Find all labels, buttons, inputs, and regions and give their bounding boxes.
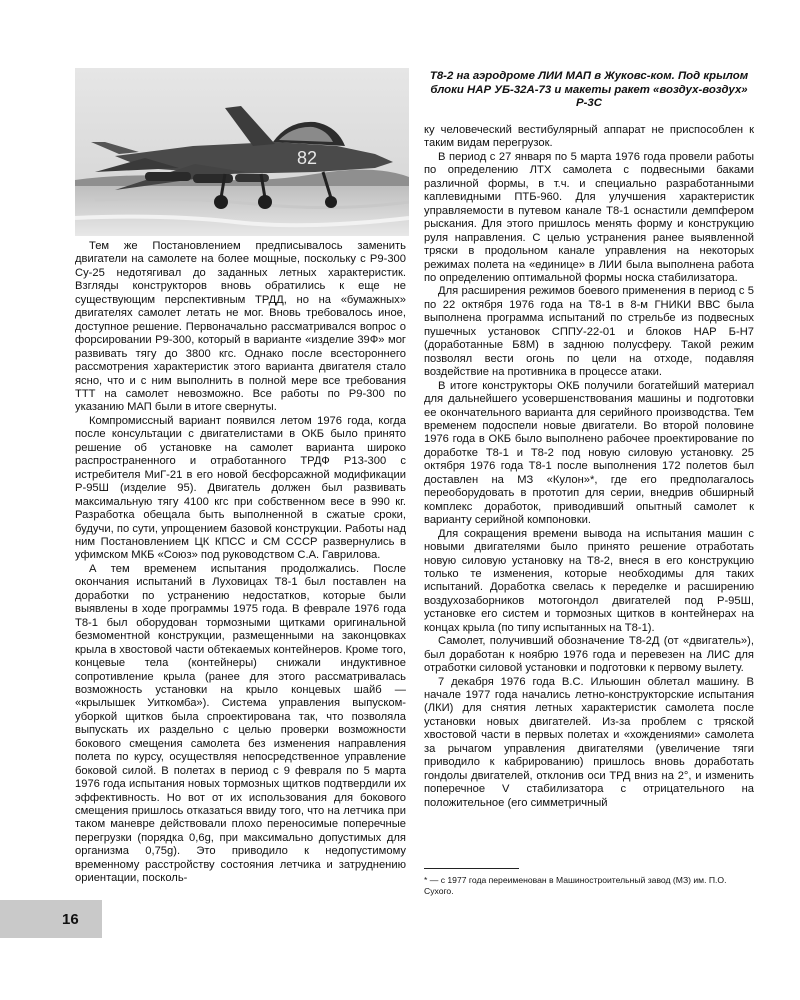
- paragraph: А тем временем испытания продолжались. После окончания испытаний в Луховицах Т8-1 был поставлен на доработки по устранению недостатков, которые были выявлены в ходе программы 1975 года. В феврале 1976 года Т8-1 был оборудован тормозными щитками оригинальной безмоментной конструкции, размещенными на законцовках крыла в хвостовой части обтекаемых контейнеров. Кроме того, концевые тела (контейнеры) снижали индуктивное сопротивление крыла (ранее для этого рассматривалась возможность установки на крыло концевых шайб — «крылышек Уиткомба»). Система управления выпуском-уборкой щитков была спроектирована так, что позволяла выпускать их раздельно с целью проверки возможности бокового смещения самолета без изменения направления полета по курсу, осуществляя непосредственное управление боковой силой. В полетах в период с 9 февраля по 5 марта 1976 года испытания новых тормозных щитков подтвердили их эффективность. Но вот от их использования для бокового смещения пришлось отказаться ввиду того, что на летчика при таком маневре действовали плохо переносимые поперечные перегрузки (порядка 0,6g, при максимально допустимых для организма 0,75g). Это приводило к недопустимому временному расстройству состояния летчика и затруднению ориентации, посколь-: [75, 562, 406, 885]
- tail-marking: 82: [297, 148, 318, 168]
- paragraph: Для расширения режимов боевого применения в период с 5 по 22 октября 1976 года на Т8-1 в 8-м ГНИКИ ВВС была выполнена программа испытаний по стрельбе из подвесных пушечных установок СППУ-22-01 и блоков НАР Б-Н7 (доработанные Б8М) в заднюю полусферу. Такой режим позволял вести огонь по цели на отходе, подавляя воздействие на противника в процессе атаки.: [424, 285, 754, 379]
- paragraph: Компромиссный вариант появился летом 1976 года, когда после консультации с двигателистами в ОКБ было принято решение об установке на самолет варианта широко распространенного и отработанного ТРДФ Р13-300 с истребителя МиГ-21 в его новой бесфорсажной модификации Р-95Ш (изделие 95). Двигатель должен был развивать максимальную тягу 4100 кгс при собственном весе в 990 кг. Разработка обещала быть выполненной в сжатые сроки, будучи, по сути, упрощением базовой конструкции. Работы над ним Постановлением ЦК КПСС и СМ СССР развернулись в уфимском МКБ «Союз» под руководством С.А. Гаврилова.: [75, 414, 406, 562]
- paragraph: В период с 27 января по 5 марта 1976 года провели работы по определению ЛТХ самолета с подвесными баками различной формы, в т.ч. и специально разработанными каплевидными ПТБ-960. Для улучшения характеристик управляемости в путевом канале Т8-1 оснастили демпфером рыскания. Для этого пришлось менять форму и конструкцию руля направления. С целью устранения ранее выявленной тряски в продольном канале управления на некоторых режимах полета на «единице» в ЛИИ была выполнена работа по определению оптимальной формы носка стабилизатора.: [424, 150, 754, 284]
- right-column: [424, 124, 754, 810]
- paragraph: Для сокращения времени вывода на испытания машин с новыми двигателями было принято решение отработать новую силовую установку на Т8-2, внеся в его конструкцию только те изменения, которые необходимы для таких испытаний. Доработка свелась к переделке и расширению воздухозаборников мотогондол двигателей под Р-95Ш, установке его систем и тормозных щитков в контейнерах на концах крыла (по типу испытанных на Т8-1).: [424, 527, 754, 634]
- paragraph: В итоге конструкторы ОКБ получили богатейший материал для дальнейшего усовершенствования машины и подготовки ее окончательного варианта для серийного производства. Тем временем подоспели новые двигатели. Во второй половине 1976 года в ОКБ было выполнено рабочее проектирование по доработке Т8-1 и Т8-2 под новую силовую установку. 25 октября 1976 года Т8-1 после выполнения 172 полетов был доставлен на МЗ «Кулон»*, где его предполагалось переоборудовать в прототип для серии, внедрив обширный комплекс доработок, приводивший опытный самолет к варианту серийной компоновки.: [424, 379, 754, 527]
- paragraph: ку человеческий вестибулярный аппарат не приспособлен к таким видам перегрузок.: [424, 124, 754, 150]
- paragraph: 7 декабря 1976 года В.С. Ильюшин облетал машину. В начале 1977 года начались летно-конструкторские испытания (ЛКИ) для снятия летных характеристик самолета после установки новых двигателей. Из-за проблем с тряской хвостовой части в первых полетах и «хождениями» самолета за рычагом управления двигателями (увеличение тяги приводило к кабрированию) пришлось вновь доработать гондолы двигателей, отклонив оси ТРД вниз на 2°, и изменить поперечное V стабилизатора с отрицательного на положительное (его симметричный: [424, 675, 754, 809]
- page-number-tab: [0, 900, 102, 938]
- aircraft-photo: [75, 68, 409, 236]
- photo-caption: Т8-2 на аэродроме ЛИИ МАП в Жуковс-ком. Под крылом блоки НАР УБ-32А-73 и макеты ракет «воздух-воздух» Р-3С: [429, 70, 749, 110]
- page-number: 16: [62, 911, 79, 928]
- left-column: [75, 240, 406, 886]
- footnote-divider: [424, 868, 519, 869]
- footnote: * — с 1977 года переименован в Машиностроительный завод (МЗ) им. П.О. Сухого.: [424, 875, 727, 896]
- paragraph: Тем же Постановлением предписывалось заменить двигатели на самолете на более мощные, поскольку с Р9-300 Су-25 недотягивал до заданных летных характеристик. Взгляды конструкторов вновь обратились к еще не существующим перспективным ТРДД, но на «бумажных» двигателях самолет летать не мог. Вновь требовалось иное, доступное решение. Первоначально рассматривался вопрос о форсировании Р9-300, который в варианте «изделие 39Ф» мог развивать тягу до 3800 кгс. Однако после всестороннего рассмотрения характеристик этого варианта двигателя стало ясно, что и с ним выполнить в полной мере все требования ТТТ на самолет невозможно. Все работы по Р9-300 по указанию МАП были в итоге свернуты.: [75, 240, 406, 414]
- paragraph: Самолет, получивший обозначение Т8-2Д (от «двигатель»), был доработан к ноябрю 1976 года и перевезен на ЛИС для отработки силовой установки и подготовки к первому вылету.: [424, 635, 754, 675]
